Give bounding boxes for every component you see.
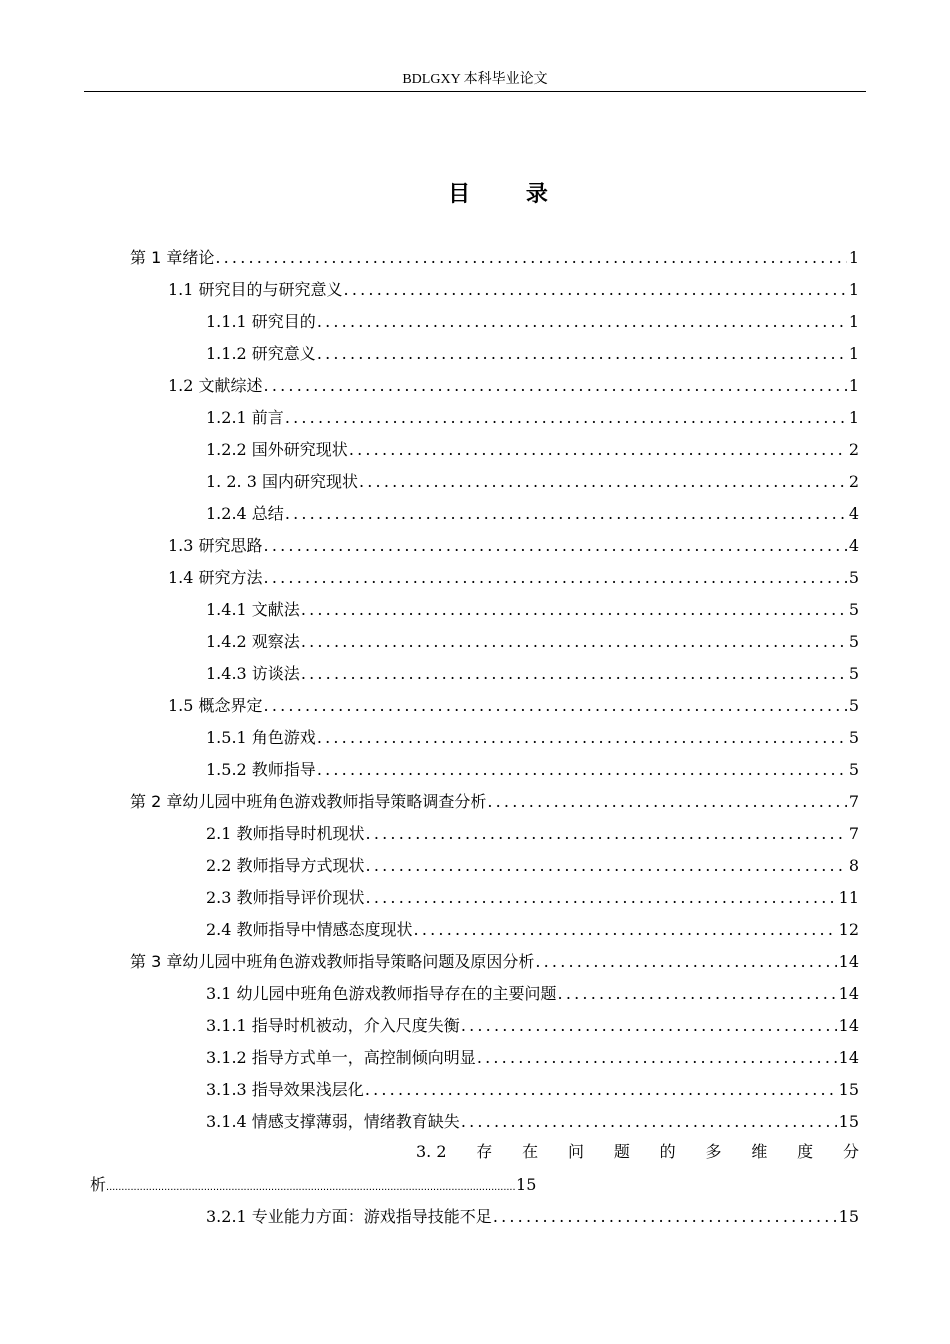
toc-entry-text: 1.4.2 观察法 [206,632,300,651]
toc-entry-page: 14 [838,952,859,971]
toc-entry-page: 1 [848,344,859,363]
toc-split-word: 问 [568,1142,585,1161]
toc-entry[interactable] [206,470,859,494]
toc-entry[interactable] [206,662,859,686]
toc-entry[interactable] [206,854,859,878]
toc-leader [301,630,847,654]
toc-leader [301,598,847,622]
toc-entry-text: 3.1.3 指导效果浅层化 [206,1080,364,1099]
toc-entry-text: 3.1 幼儿园中班角色游戏教师指导存在的主要问题 [206,984,557,1003]
toc-leader [366,886,837,910]
toc-title: 目 录 [448,182,572,207]
toc-entry-page: 5 [848,632,859,651]
toc-entry[interactable] [206,886,859,910]
toc-entry-text: 2.3 教师指导评价现状 [206,888,365,907]
toc-entry-page: 1 [848,312,859,331]
toc-entry[interactable] [206,342,859,366]
toc-leader [317,342,847,366]
toc-entry-page: 7 [848,792,859,811]
toc-entry[interactable] [206,1205,859,1229]
toc-leader [285,406,847,430]
toc-entry-text: 1. 2. 3 国内研究现状 [206,472,358,491]
toc-leader [493,1205,837,1229]
toc-chapter-entry[interactable] [130,246,859,270]
toc-entry-text: 3.2.1 专业能力方面：游戏指导技能不足 [206,1207,492,1226]
toc-entry-page: 14 [838,984,859,1003]
toc-split-word: 3. 2 [416,1142,447,1161]
toc-entry-page: 1 [848,248,859,267]
toc-entry-text: 第 2 章幼儿园中班角色游戏教师指导策略调查分析 [130,792,487,811]
toc-leader [487,790,846,814]
toc-leader [461,1014,837,1038]
toc-entry[interactable] [206,1014,859,1038]
toc-entry-text: 1.2.2 国外研究现状 [206,440,348,459]
toc-entry[interactable] [206,726,859,750]
toc-split-word: 存 [476,1142,493,1161]
toc-entry[interactable] [168,566,859,590]
toc-leader [344,278,847,302]
toc-entry-page: 5 [848,696,859,715]
toc-leader [359,470,847,494]
toc-entry-3-2-line2[interactable] [90,1173,536,1197]
toc-entry[interactable] [206,438,859,462]
toc-entry-text: 3.1.4 情感支撑薄弱，情绪教育缺失 [206,1112,460,1131]
toc-leader [264,374,847,398]
toc-entry-3-2-line1[interactable] [206,1140,859,1164]
toc-entry-text: 1.5 概念界定 [168,696,263,715]
toc-entry[interactable] [206,406,859,430]
toc-split-word: 多 [705,1142,722,1161]
toc-entry[interactable] [168,374,859,398]
toc-leader [349,438,847,462]
toc-entry-text: 2.2 教师指导方式现状 [206,856,365,875]
toc-leader [264,534,847,558]
toc-entry-text: 1.2.1 前言 [206,408,284,427]
toc-entry-text: 1.1.1 研究目的 [206,312,316,331]
toc-entry-page: 2 [848,440,859,459]
toc-entry-text: 1.5.2 教师指导 [206,760,316,779]
toc-entry-page: 5 [848,760,859,779]
toc-entry[interactable] [206,598,859,622]
toc-entry-page: 8 [848,856,859,875]
toc-entry-text: 1.2 文献综述 [168,376,263,395]
toc-entry-text: 2.1 教师指导时机现状 [206,824,365,843]
toc-entry-page: 5 [848,664,859,683]
toc-entry-page: 5 [848,728,859,747]
toc-leader [365,1078,837,1102]
toc-entry[interactable] [168,278,859,302]
toc-entry-page: 15 [516,1175,537,1194]
toc-leader [414,918,837,942]
toc-entry-text: 第 3 章幼儿园中班角色游戏教师指导策略问题及原因分析 [130,952,535,971]
toc-entry[interactable] [206,1046,859,1070]
toc-leader [366,822,847,846]
toc-chapter-entry[interactable] [130,950,859,974]
toc-entry-text: 1.1.2 研究意义 [206,344,316,363]
page-header: BDLGXY 本科毕业论文 [402,72,548,87]
toc-entry-text: 2.4 教师指导中情感态度现状 [206,920,413,939]
toc-entry-page: 11 [838,888,859,907]
toc-entry-page: 2 [848,472,859,491]
toc-entry[interactable] [206,918,859,942]
toc-entry-page: 12 [838,920,859,939]
toc-entry-text: 析 [90,1175,107,1194]
toc-leader [317,310,847,334]
toc-entry-page: 5 [848,600,859,619]
toc-leader [106,1175,516,1199]
toc-entry-text: 1.2.4 总结 [206,504,284,523]
toc-leader [264,694,847,718]
toc-split-word: 维 [751,1142,768,1161]
toc-entry[interactable] [168,534,859,558]
toc-entry[interactable] [206,310,859,334]
toc-leader [366,854,847,878]
toc-entry-page: 1 [848,280,859,299]
toc-leader [535,950,836,974]
toc-entry-page: 14 [838,1048,859,1067]
toc-entry-page: 15 [838,1080,859,1099]
toc-entry-page: 5 [848,568,859,587]
toc-leader [461,1110,837,1134]
toc-entry-page: 15 [838,1112,859,1131]
toc-entry-page: 1 [848,376,859,395]
toc-entry-text: 1.4.1 文献法 [206,600,300,619]
header-rule [84,91,866,92]
toc-split-word: 分 [842,1142,859,1161]
toc-split-word: 的 [659,1142,676,1161]
toc-entry[interactable] [206,1078,859,1102]
toc-split-word: 度 [797,1142,814,1161]
toc-leader [215,246,846,270]
toc-leader [317,758,847,782]
toc-leader [558,982,837,1006]
toc-entry[interactable] [206,630,859,654]
toc-entry-page: 4 [848,504,859,523]
toc-leader [264,566,847,590]
toc-entry-page: 15 [838,1207,859,1226]
toc-entry-text: 1.3 研究思路 [168,536,263,555]
toc-entry-text: 1.1 研究目的与研究意义 [168,280,343,299]
toc-entry-text: 1.5.1 角色游戏 [206,728,316,747]
toc-entry-text: 第 1 章绪论 [130,248,215,267]
toc-entry-page: 1 [848,408,859,427]
toc-leader [317,726,847,750]
toc-entry[interactable] [168,694,859,718]
toc-entry[interactable] [206,1110,859,1134]
toc-entry-page: 14 [838,1016,859,1035]
toc-entry-page: 7 [848,824,859,843]
toc-leader [285,502,847,526]
toc-entry-text: 1.4.3 访谈法 [206,664,300,683]
toc-entry-text: 3.1.1 指导时机被动，介入尺度失衡 [206,1016,460,1035]
toc-entry-text: 1.4 研究方法 [168,568,263,587]
toc-entry-page: 4 [848,536,859,555]
toc-chapter-entry[interactable] [130,790,859,814]
toc-entry[interactable] [206,758,859,782]
toc-entry-text: 3.1.2 指导方式单一，高控制倾向明显 [206,1048,476,1067]
toc-entry[interactable] [206,822,859,846]
toc-split-word: 题 [613,1142,630,1161]
toc-leader [301,662,847,686]
toc-split-word: 在 [522,1142,539,1161]
toc-entry[interactable] [206,982,859,1006]
toc-leader [477,1046,837,1070]
toc-entry[interactable] [206,502,859,526]
